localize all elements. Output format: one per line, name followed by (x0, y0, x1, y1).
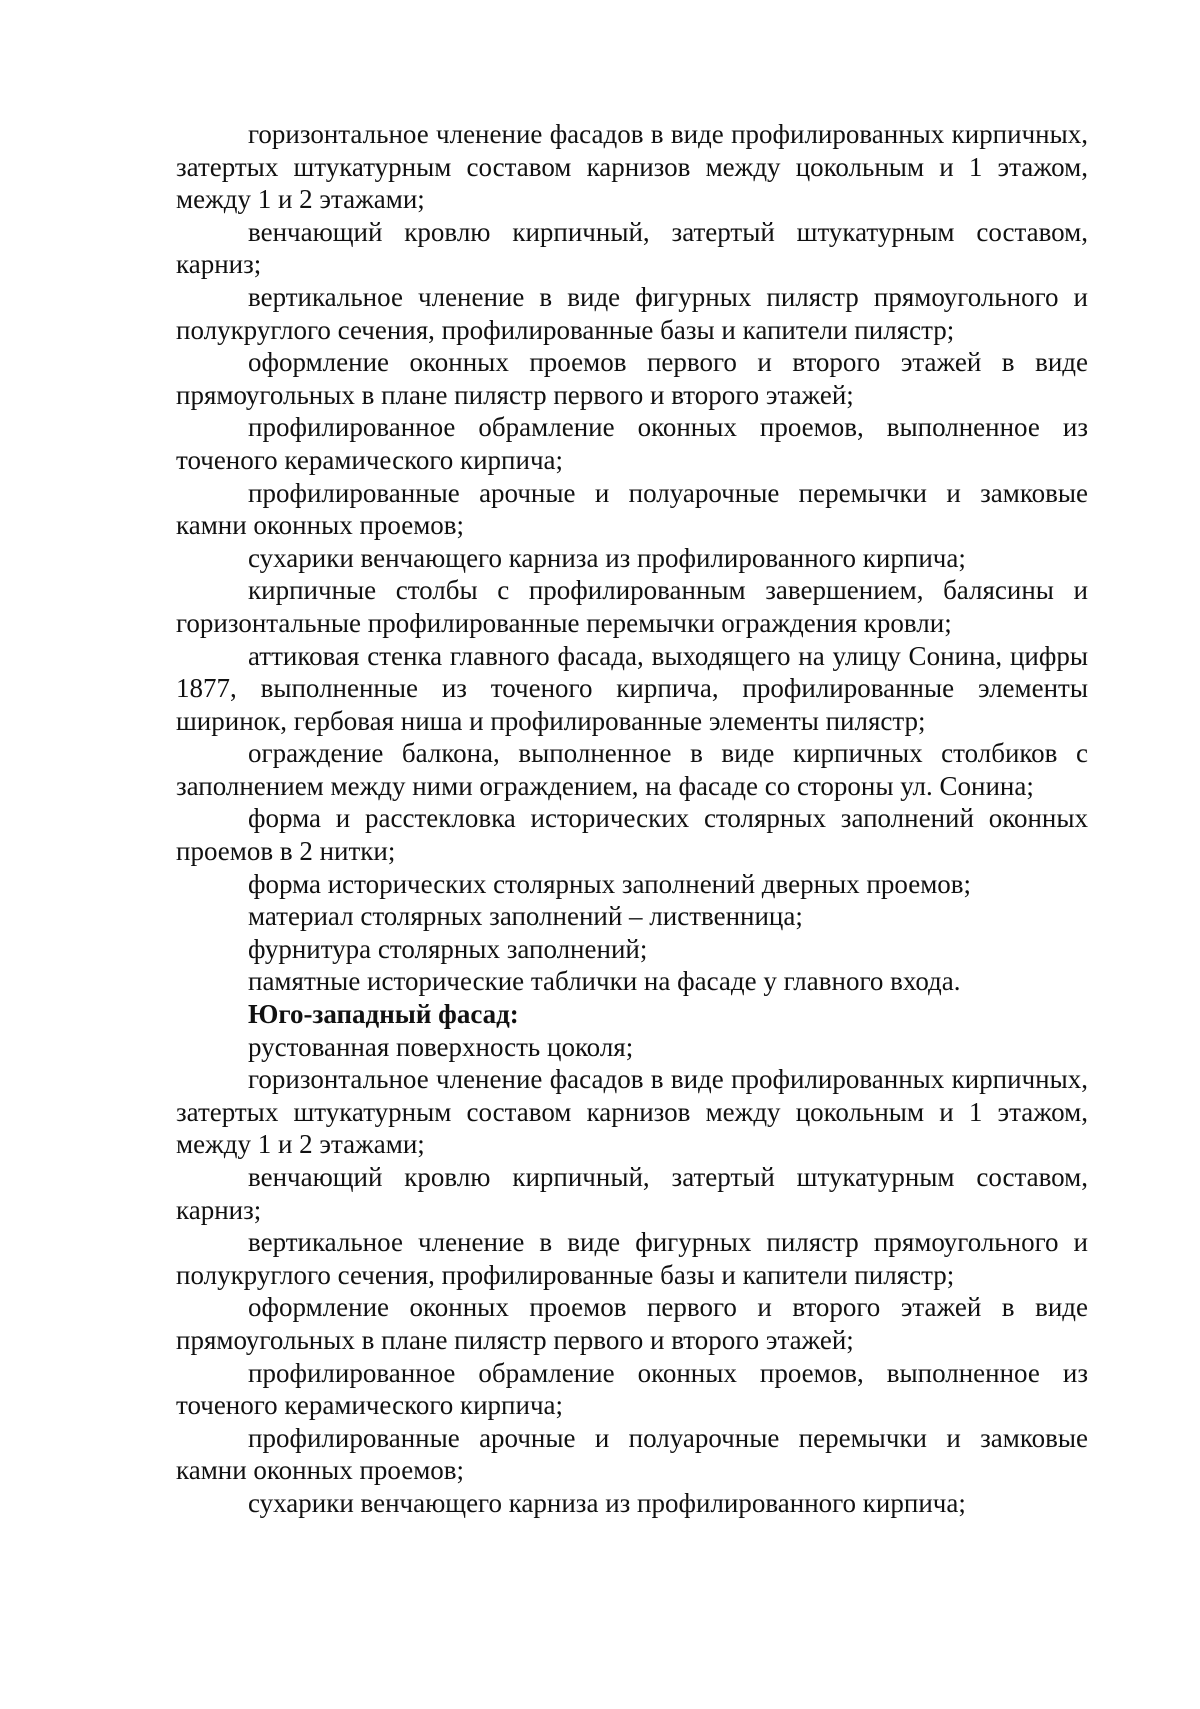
paragraph-horizontal-division: горизонтальное членение фасадов в виде профилированных кирпичных, затертых штукатурным составом карнизов между цокольным и 1 этажом, между 1 и 2 этажами; (176, 119, 1088, 215)
document-body (176, 118, 1088, 1520)
paragraph-dentils-2: сухарики венчающего карниза из профилированного кирпича; (248, 1487, 966, 1518)
paragraph-attic-wall: аттиковая стенка главного фасада, выходящего на улицу Сонина, цифры 1877, выполненные из точеного кирпича, профилированные элементы ширинок, гербовая ниша и профилированные элементы пилястр; (176, 640, 1088, 736)
paragraph-window-framing-2: профилированное обрамление оконных проемов, выполненное из точеного керамического кирпича; (176, 1357, 1088, 1421)
paragraph-arched-lintels: профилированные арочные и полуарочные перемычки и замковые камни оконных проемов; (176, 477, 1088, 541)
paragraph-window-joinery: форма и расстекловка исторических столярных заполнений оконных проемов в 2 нитки; (176, 803, 1088, 867)
paragraph-crowning-cornice-2: венчающий кровлю кирпичный, затертый штукатурным составом, карниз; (176, 1162, 1088, 1225)
paragraph-rusticated-plinth: рустованная поверхность цоколя; (248, 1031, 634, 1062)
paragraph-balcony-railing: ограждение балкона, выполненное в виде кирпичных столбиков с заполнением между ними ограждением, на фасаде со стороны ул. Сонина; (176, 738, 1088, 801)
paragraph-crowning-cornice: венчающий кровлю кирпичный, затертый штукатурным составом, карниз; (176, 216, 1088, 280)
paragraph-horizontal-division-2: горизонтальное членение фасадов в виде профилированных кирпичных, затертых штукатурным составом карнизов между цокольным и 1 этажом, между 1 и 2 этажами; (176, 1064, 1088, 1160)
paragraph-joinery-material: материал столярных заполнений – лиственница; (248, 901, 803, 932)
paragraph-arched-lintels-2: профилированные арочные и полуарочные перемычки и замковые камни оконных проемов; (176, 1422, 1088, 1486)
paragraph-vertical-division: вертикальное членение в виде фигурных пилястр прямоугольного и полукруглого сечения, профилированные базы и капители пилястр; (176, 281, 1088, 345)
paragraph-dentils: сухарики венчающего карниза из профилированного кирпича; (248, 542, 966, 573)
paragraph-joinery-fittings: фурнитура столярных заполнений; (248, 933, 648, 964)
paragraph-door-joinery: форма исторических столярных заполнений дверных проемов; (248, 868, 972, 899)
paragraph-roof-railing: кирпичные столбы с профилированным завершением, балясины и горизонтальные профилированные перемычки ограждения кровли; (176, 575, 1088, 638)
paragraph-window-openings-design: оформление оконных проемов первого и второго этажей в виде прямоугольных в плане пилястр первого и второго этажей; (176, 347, 1088, 410)
section-heading-southwest-facade: Юго-западный фасад: (248, 999, 519, 1030)
paragraph-vertical-division-2: вертикальное членение в виде фигурных пилястр прямоугольного и полукруглого сечения, профилированные базы и капители пилястр; (176, 1227, 1088, 1290)
paragraph-memorial-plaques: памятные исторические таблички на фасаде у главного входа. (248, 966, 961, 997)
paragraph-window-framing: профилированное обрамление оконных проемов, выполненное из точеного керамического кирпича; (176, 412, 1088, 475)
paragraph-window-openings-design-2: оформление оконных проемов первого и второго этажей в виде прямоугольных в плане пилястр первого и второго этажей; (176, 1292, 1088, 1355)
